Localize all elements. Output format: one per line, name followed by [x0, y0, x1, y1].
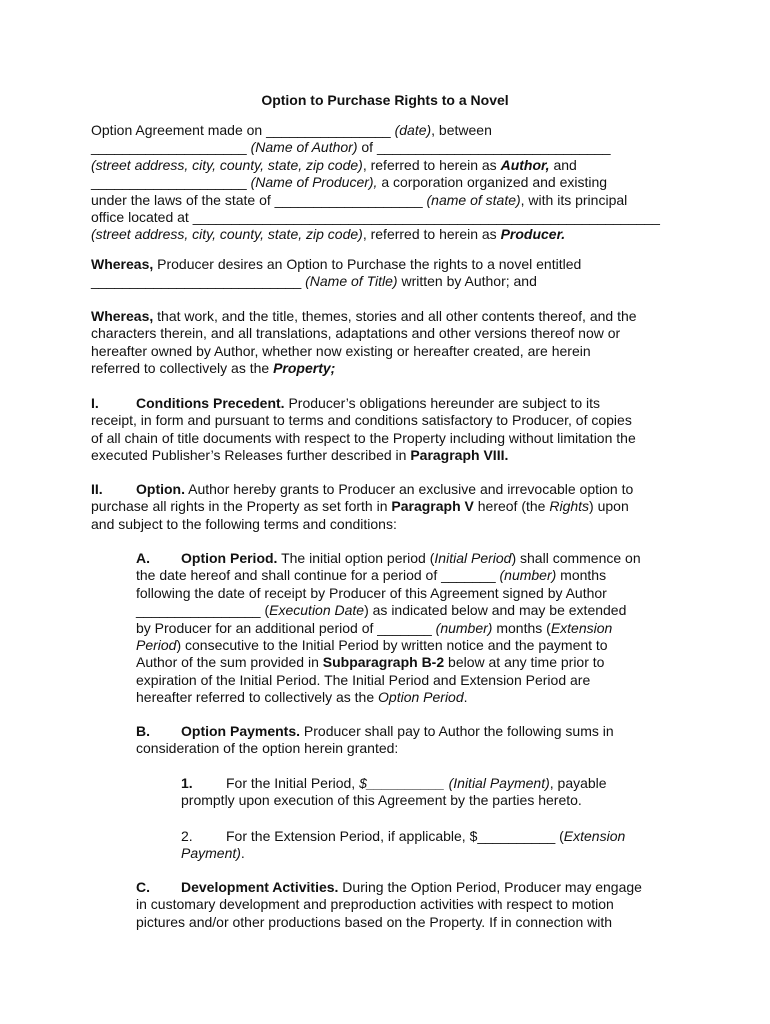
section-number: I. — [91, 395, 99, 411]
text-line: Whereas, that work, and the title, themes, stories and all other contents thereof, and the — [91, 308, 637, 324]
text-line: Whereas, Producer desires an Option to Purchase the rights to a novel entitled — [91, 256, 582, 272]
text-line: consideration of the option herein granted: — [136, 740, 399, 757]
text-line: C. Development Activities. During the Option Period, Producer may engage — [136, 879, 642, 895]
extension-payment-item — [181, 828, 701, 863]
text-line: pictures and/or other productions based on the Property. If in connection with — [136, 913, 613, 930]
whereas-desire-paragraph — [91, 256, 691, 291]
text-line: 1. For the Initial Period, $__________ (Initial Payment), payable — [181, 775, 607, 791]
text-line: Option Agreement made on ________________ (date), between — [91, 122, 492, 138]
text-line: Author of the sum provided in Subparagraph B-2 below at any time prior to — [136, 654, 605, 671]
text-line: B. Option Payments. Producer shall pay to Author the following sums in — [136, 723, 614, 739]
text-line: (street address, city, county, state, zip code), referred to herein as Author, and — [91, 156, 577, 173]
initial-payment-item — [181, 775, 701, 810]
option-period-subsection — [136, 550, 696, 707]
text-line: of all chain of title documents with respect to the Property including without limitation the — [91, 429, 636, 446]
text-line: under the laws of the state of ___________________ (name of state), with its principal — [91, 191, 628, 208]
text-line: in customary development and preproduction activities with respect to motion — [136, 896, 614, 913]
option-section — [91, 481, 691, 533]
text-line: characters therein, and all translations, adaptations and other versions thereof now or — [91, 325, 621, 342]
text-line: the date hereof and shall continue for a period of _______ (number) months — [136, 567, 607, 584]
text-line: expiration of the Initial Period. The Initial Period and Extension Period are — [136, 671, 591, 688]
text-line: ____________________ (Name of Author) of ______________________________ — [91, 139, 611, 156]
text-line: A. Option Period. The initial option period (Initial Period) shall commence on — [136, 550, 641, 566]
text-line: Payment). — [181, 845, 245, 862]
whereas-property-paragraph — [91, 308, 691, 378]
text-line: (street address, city, county, state, zip code), referred to herein as Producer. — [91, 226, 566, 243]
text-line: by Producer for an additional period of _______ (number) months (Extension — [136, 619, 613, 636]
development-activities-subsection — [136, 879, 696, 931]
text-line: II. Option. Author hereby grants to Producer an exclusive and irrevocable option to — [91, 481, 634, 497]
text-line: ________________ (Execution Date) as indicated below and may be extended — [136, 602, 627, 619]
text-line: promptly upon execution of this Agreement by the parties hereto. — [181, 792, 582, 809]
text-line: Period) consecutive to the Initial Period by written notice and the payment to — [136, 637, 608, 654]
text-line: and subject to the following terms and conditions: — [91, 515, 397, 532]
text-line: purchase all rights in the Property as set forth in Paragraph V hereof (the Rights) upon — [91, 498, 629, 515]
text-line: referred to collectively as the Property; — [91, 360, 336, 377]
section-number: 2. — [181, 828, 193, 844]
conditions-precedent-section — [91, 395, 691, 465]
text-line: ____________________ (Name of Producer), a corporation organized and existing — [91, 174, 608, 191]
text-line: I. Conditions Precedent. Producer’s obligations hereunder are subject to its — [91, 395, 601, 411]
text-line: hereafter owned by Author, whether now existing or hereafter created, are herein — [91, 342, 591, 359]
section-number: B. — [136, 723, 150, 739]
section-number: 1. — [181, 775, 193, 791]
preamble-paragraph — [91, 122, 691, 244]
section-number: C. — [136, 879, 150, 895]
option-payments-subsection — [136, 723, 696, 758]
section-number: II. — [91, 481, 103, 497]
text-line: receipt, in form and pursuant to terms and conditions satisfactory to Producer, of copies — [91, 412, 632, 429]
text-line: ___________________________ (Name of Title) written by Author; and — [91, 273, 537, 290]
text-line: office located at ____________________________________________________________ — [91, 209, 660, 226]
text-line: 2. For the Extension Period, if applicable, $__________ (Extension — [181, 828, 626, 844]
text-line: hereafter referred to collectively as the Option Period. — [136, 689, 468, 706]
document-title: Option to Purchase Rights to a Novel — [261, 92, 509, 108]
text-line: following the date of receipt by Producer of this Agreement signed by Author — [136, 584, 607, 601]
text-line: executed Publisher’s Releases further described in Paragraph VIII. — [91, 447, 509, 464]
section-number: A. — [136, 550, 150, 566]
